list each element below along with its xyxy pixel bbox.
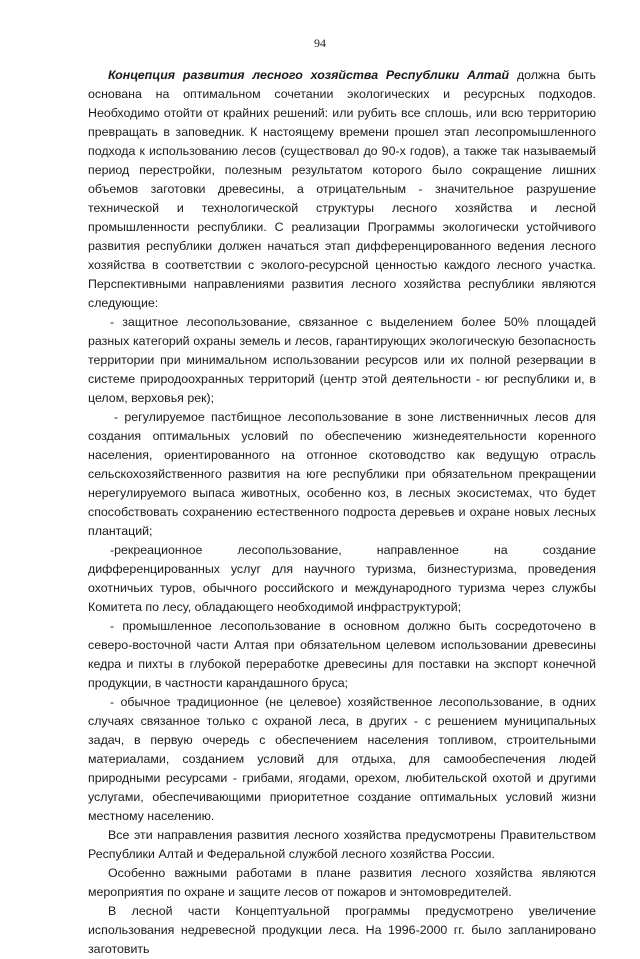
paragraph-government: Все эти направления развития лесного хозяйства предусмотрены Правительством Республики Алтай и Федеральной службой лесного хозяйства России.: [88, 828, 596, 861]
page-number: 94: [314, 36, 326, 50]
list-item-pasture: - регулируемое пастбищное лесопользование в зоне лиственничных лесов для создания оптимальных условий по обеспечению жизнедеятельности коренного населения, ориентированного на отгонное скотоводство как ведущую отрасль сельскохозяйственного развития на юге республики при обязательном прекращении нерегулируемого выпаса животных, особенно коз, в лесных экосистемах, что будет способствовать сохранению естественного подроста деревьев и охране новых лесных плантаций;: [88, 410, 596, 538]
paragraph-non-timber: В лесной части Концептуальной программы предусмотрено увеличение использования недревесной продукции леса. На 1996-2000 гг. было запланировано заготовить: [88, 904, 596, 956]
list-item-protective: - защитное лесопользование, связанное с выделением более 50% площадей разных категорий охраны земель и лесов, гарантирующих экологическую безопасность территории при минимальном использовании ресурсов или их полной резервации в системе природоохранных территорий (центр этой деятельности - юг республики и, в целом, верховья рек);: [88, 315, 596, 405]
intro-text: должна быть основана на оптимальном сочетании экологических и ресурсных подходов. Необходимо отойти от крайних решений: или рубить все сплошь, или всю территорию превращать в заповедник. К настоящему времени прошел этап лесопромышленного подхода к использованию лесов (существовал до 90-х годов), а также так называемый период перестройки, полезным результатом которого было сокращение лишних объемов заготовки древесины, а отрицательным - значительное разрушение технической и технологической структуры лесного хозяйства и лесной промышленности республики. С реализации Программы экологически устойчивого развития республики должен начаться этап дифференцированного ведения лесного хозяйства в соответствии с эколого-ресурсной ценностью каждого лесного участка. Перспективными направлениями развития лесного хозяйства республики являются следующие:: [88, 68, 597, 310]
document-body: [88, 66, 596, 959]
list-item-traditional: - обычное традиционное (не целевое) хозяйственное лесопользование, в одних случаях связанное только с охраной леса, в других - с решением муниципальных задач, в первую очередь с обеспечением населения топливом, строительными материалами, созданием условий для отдыха, для самообеспечения людей природными ресурсами - грибами, ягодами, орехом, любительской охотой и другими услугами, обеспечивающими приоритетное создание оптимальных условий жизни местному населению.: [88, 695, 596, 823]
concept-title: Концепция развития лесного хозяйства Республики Алтай: [108, 68, 510, 82]
intro-paragraph: [88, 66, 596, 313]
list-item-recreational: -рекреационное лесопользование, направленное на создание дифференцированных услуг для научного туризма, бизнестуризма, проведения охотничьих туров, обычного российского и международного туризма через службы Комитета по лесу, обладающего необходимой инфраструктурой;: [88, 543, 596, 614]
list-item-industrial: - промышленное лесопользование в основном должно быть сосредоточено в северо-восточной части Алтая при обязательном целевом использовании древесины кедра и пихты в глубокой переработке древесины для поставки на экспорт конечной продукции, в частности карандашного бруса;: [88, 619, 596, 690]
paragraph-fire-protection: Особенно важными работами в плане развития лесного хозяйства являются мероприятия по охране и защите лесов от пожаров и энтомовредителей.: [88, 866, 596, 899]
